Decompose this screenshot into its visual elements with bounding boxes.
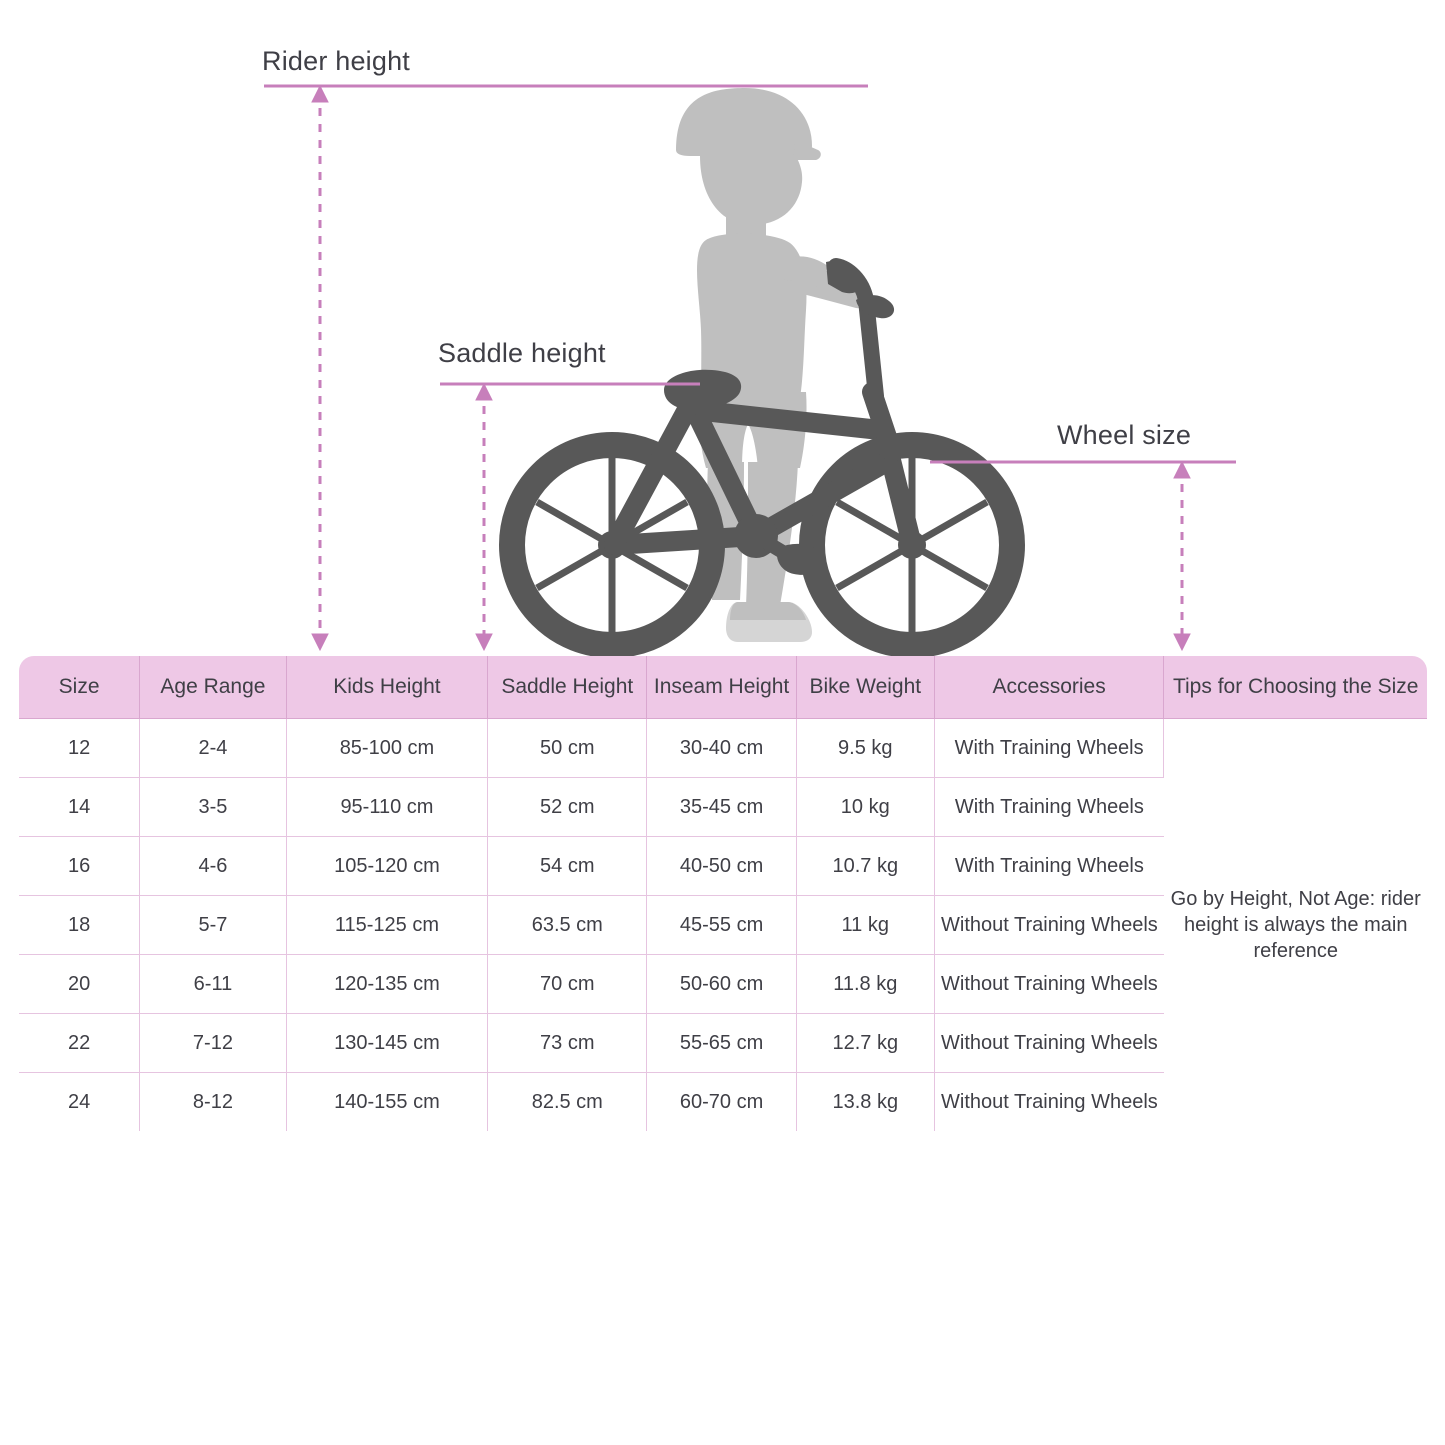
cell-bike-weight: 11 kg: [796, 896, 934, 955]
cell-age-range: 4-6: [140, 837, 287, 896]
cell-size: 22: [19, 1014, 140, 1073]
cell-bike-weight: 12.7 kg: [796, 1014, 934, 1073]
cell-size: 20: [19, 955, 140, 1014]
cell-inseam-height: 30-40 cm: [647, 719, 796, 778]
cell-size: 14: [19, 778, 140, 837]
cell-inseam-height: 45-55 cm: [647, 896, 796, 955]
cell-age-range: 6-11: [140, 955, 287, 1014]
cell-bike-weight: 10 kg: [796, 778, 934, 837]
column-header-tips: Tips for Choosing the Size: [1164, 656, 1428, 719]
cell-size: 18: [19, 896, 140, 955]
cell-kids-height: 115-125 cm: [286, 896, 487, 955]
cell-bike-weight: 13.8 kg: [796, 1073, 934, 1132]
cell-accessories: With Training Wheels: [934, 719, 1164, 778]
cell-inseam-height: 60-70 cm: [647, 1073, 796, 1132]
column-header-inseam-height: Inseam Height: [647, 656, 796, 719]
column-header-size: Size: [19, 656, 140, 719]
cell-age-range: 7-12: [140, 1014, 287, 1073]
cell-accessories: With Training Wheels: [934, 837, 1164, 896]
cell-accessories: Without Training Wheels: [934, 1014, 1164, 1073]
cell-saddle-height: 73 cm: [488, 1014, 647, 1073]
size-chart-table: [18, 655, 1428, 1132]
cell-accessories: Without Training Wheels: [934, 955, 1164, 1014]
cell-accessories: Without Training Wheels: [934, 896, 1164, 955]
bike-sizing-illustration: [0, 0, 1445, 660]
size-chart-container: [18, 655, 1428, 1132]
cell-age-range: 8-12: [140, 1073, 287, 1132]
cell-size: 12: [19, 719, 140, 778]
illustration-svg: [0, 0, 1445, 660]
cell-saddle-height: 70 cm: [488, 955, 647, 1014]
column-header-bike-weight: Bike Weight: [796, 656, 934, 719]
cell-kids-height: 130-145 cm: [286, 1014, 487, 1073]
wheel-size-label: Wheel size: [1057, 420, 1192, 450]
cell-kids-height: 105-120 cm: [286, 837, 487, 896]
cell-age-range: 3-5: [140, 778, 287, 837]
cell-accessories: With Training Wheels: [934, 778, 1164, 837]
cell-inseam-height: 40-50 cm: [647, 837, 796, 896]
saddle-height-label: Saddle height: [438, 338, 606, 368]
cell-age-range: 2-4: [140, 719, 287, 778]
cell-bike-weight: 9.5 kg: [796, 719, 934, 778]
column-header-saddle-height: Saddle Height: [488, 656, 647, 719]
cell-kids-height: 85-100 cm: [286, 719, 487, 778]
cell-saddle-height: 52 cm: [488, 778, 647, 837]
cell-tips: Go by Height, Not Age: rider height is always the main reference: [1164, 719, 1428, 1132]
cell-kids-height: 95-110 cm: [286, 778, 487, 837]
cell-kids-height: 120-135 cm: [286, 955, 487, 1014]
cell-saddle-height: 54 cm: [488, 837, 647, 896]
cell-saddle-height: 50 cm: [488, 719, 647, 778]
table-header-row: [19, 656, 1428, 719]
cell-kids-height: 140-155 cm: [286, 1073, 487, 1132]
cell-age-range: 5-7: [140, 896, 287, 955]
table-row: [19, 719, 1428, 778]
cell-size: 16: [19, 837, 140, 896]
cell-bike-weight: 11.8 kg: [796, 955, 934, 1014]
cell-size: 24: [19, 1073, 140, 1132]
cell-inseam-height: 35-45 cm: [647, 778, 796, 837]
cell-accessories: Without Training Wheels: [934, 1073, 1164, 1132]
cell-bike-weight: 10.7 kg: [796, 837, 934, 896]
cell-saddle-height: 82.5 cm: [488, 1073, 647, 1132]
rider-height-label: Rider height: [262, 46, 410, 76]
cell-inseam-height: 50-60 cm: [647, 955, 796, 1014]
column-header-kids-height: Kids Height: [286, 656, 487, 719]
column-header-accessories: Accessories: [934, 656, 1164, 719]
column-header-age-range: Age Range: [140, 656, 287, 719]
cell-saddle-height: 63.5 cm: [488, 896, 647, 955]
cell-inseam-height: 55-65 cm: [647, 1014, 796, 1073]
